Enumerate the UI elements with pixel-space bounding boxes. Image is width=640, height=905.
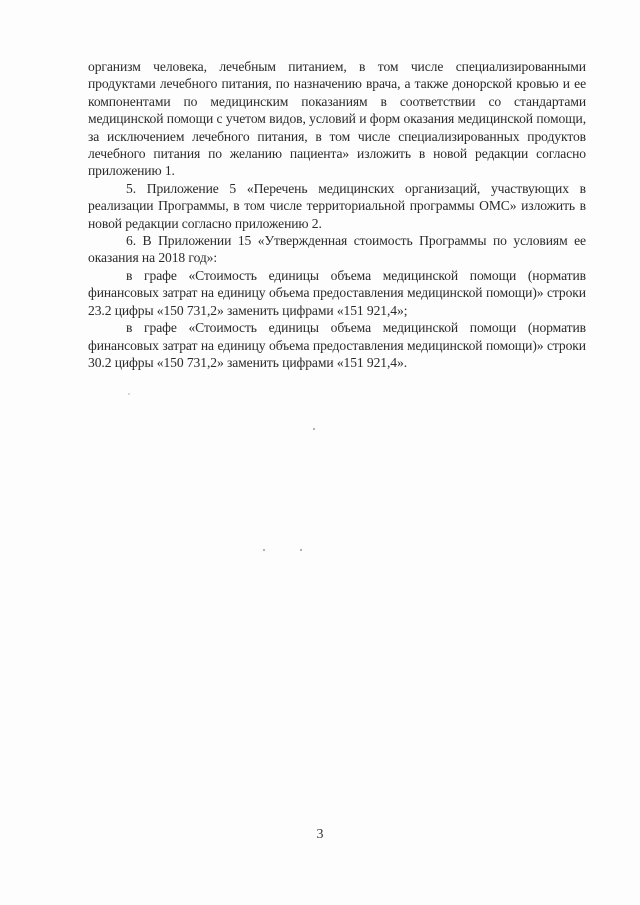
scan-speck <box>128 393 130 395</box>
paragraph-item-5: 5. Приложение 5 «Перечень медицинских организаций, участвующих в реализации Программы, в том числе территориальной программы ОМС» изложить в новой редакции согласно приложению 2. <box>88 180 586 231</box>
scan-speck <box>300 549 302 551</box>
page-number: 3 <box>316 827 324 842</box>
scan-speck <box>263 549 265 551</box>
paragraph-item-6: 6. В Приложении 15 «Утвержденная стоимость Программы по условиям ее оказания на 2018 год»: <box>88 233 586 266</box>
scan-speck <box>313 428 315 430</box>
paragraph-continuation: организм человека, лечебным питанием, в том числе специализированными продуктами лечебного питания, по назначению врача, а также донорской кровью и ее компонентами по медицинским показаниям в соответствии со стандартами медицинской помощи с учетом видов, условий и форм оказания медицинской помощи, за исключением лечебного питания, в том числе специализированных продуктов лечебного питания по желанию пациента» изложить в новой редакции согласно приложению 1. <box>88 59 586 179</box>
paragraph-row-23-2: в графе «Стоимость единицы объема медицинской помощи (норматив финансовых затрат на единицу объема предоставления медицинской помощи)» строки 23.2 цифры «150 731,2» заменить цифрами «151 921,4»; <box>88 267 586 318</box>
paragraph-row-30-2: в графе «Стоимость единицы объема медицинской помощи (норматив финансовых затрат на единицу объема предоставления медицинской помощи)» строки 30.2 цифры «150 731,2» заменить цифрами «151 921,4». <box>88 320 586 370</box>
document-body <box>88 58 586 371</box>
